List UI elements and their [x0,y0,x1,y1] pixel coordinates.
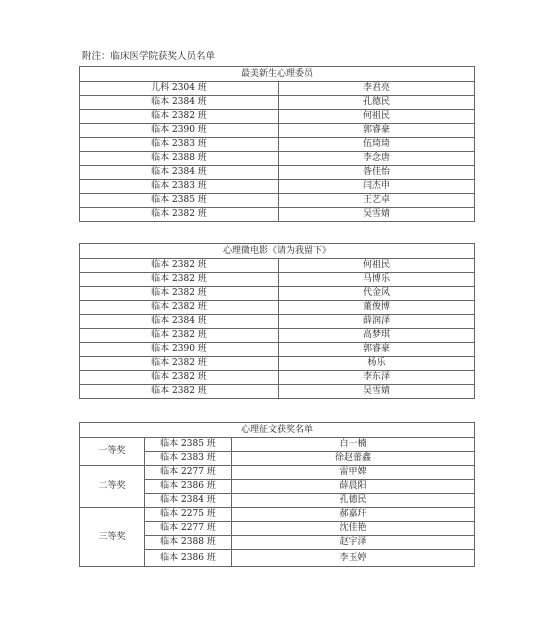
name-cell: 吴雪婧 [279,385,475,399]
name-cell: 雷甲婢 [232,466,475,480]
class-cell: 临本 2382 班 [80,287,279,301]
class-cell: 临本 2384 班 [80,315,279,329]
name-cell: 李君亮 [279,82,475,96]
name-cell: 李玉婷 [232,550,475,567]
table-row [80,508,475,522]
name-cell: 董俊博 [279,301,475,315]
table-row [80,152,475,166]
table-row [80,329,475,343]
table-title: 心理征文获奖名单 [80,423,475,438]
name-cell: 马博乐 [279,273,475,287]
class-cell: 临本 2382 班 [80,208,279,222]
class-cell: 临本 2386 班 [145,480,232,494]
name-cell: 王艺卓 [279,194,475,208]
name-cell: 李东泽 [279,371,475,385]
table-row [80,287,475,301]
prize-first: 一等奖 [80,438,145,466]
table-row [80,208,475,222]
table-title: 心理微电影《请为我留下》 [80,244,475,259]
class-cell: 临本 2275 班 [145,508,232,522]
table-row [80,466,475,480]
name-cell: 杨乐 [279,357,475,371]
table-row [80,110,475,124]
prize-third: 三等奖 [80,508,145,567]
name-cell: 赵宇泽 [232,536,475,550]
class-cell: 临本 2277 班 [145,522,232,536]
class-cell: 临本 2382 班 [80,110,279,124]
class-cell: 临本 2382 班 [80,301,279,315]
name-cell: 郭睿豪 [279,343,475,357]
class-cell: 临本 2383 班 [80,180,279,194]
table-row [80,273,475,287]
class-cell: 临本 2382 班 [80,273,279,287]
class-cell: 临本 2277 班 [145,466,232,480]
name-cell: 徐赵蕾鑫 [232,452,475,466]
table-row [80,343,475,357]
table-row [80,166,475,180]
class-cell: 临本 2388 班 [80,152,279,166]
class-cell: 临本 2384 班 [145,494,232,508]
name-cell: 伍琦琦 [279,138,475,152]
name-cell: 闫杰申 [279,180,475,194]
name-cell: 孔德民 [232,494,475,508]
table-row [80,357,475,371]
name-cell: 孔德民 [279,96,475,110]
class-cell: 临本 2390 班 [80,124,279,138]
attachment-note: 附注：临床医学院获奖人员名单 [82,51,216,62]
class-cell: 临本 2390 班 [80,343,279,357]
name-cell: 何祖民 [279,110,475,124]
table-row [80,194,475,208]
new-student-committee-table [79,66,475,222]
table-row [80,180,475,194]
class-cell: 临本 2382 班 [80,259,279,273]
prize-second: 二等奖 [80,466,145,508]
table-row [80,82,475,96]
name-cell: 吴雪婧 [279,208,475,222]
name-cell: 何祖民 [279,259,475,273]
class-cell: 临本 2382 班 [80,371,279,385]
class-cell: 临本 2386 班 [145,550,232,567]
class-cell: 临本 2383 班 [145,452,232,466]
class-cell: 临本 2383 班 [80,138,279,152]
name-cell: 薛晨阳 [232,480,475,494]
name-cell: 郝嘉玕 [232,508,475,522]
table-row [80,301,475,315]
name-cell: 昝佳怡 [279,166,475,180]
class-cell: 临本 2385 班 [80,194,279,208]
table-row [80,438,475,452]
table-row [80,315,475,329]
name-cell: 薛润泽 [279,315,475,329]
table-title: 最美新生心理委员 [80,67,475,82]
name-cell: 白一楠 [232,438,475,452]
table-row [80,385,475,399]
essay-award-table [79,422,475,567]
class-cell: 临本 2388 班 [145,536,232,550]
class-cell: 临本 2385 班 [145,438,232,452]
table-row [80,259,475,273]
class-cell: 临本 2384 班 [80,96,279,110]
table-row [80,96,475,110]
micro-film-table [79,243,475,399]
table-row [80,124,475,138]
class-cell: 临本 2382 班 [80,357,279,371]
class-cell: 临本 2384 班 [80,166,279,180]
name-cell: 沈佳艳 [232,522,475,536]
table-row [80,371,475,385]
name-cell: 郭睿豪 [279,124,475,138]
class-cell: 儿科 2304 班 [80,82,279,96]
name-cell: 李念唐 [279,152,475,166]
class-cell: 临本 2382 班 [80,329,279,343]
table-row [80,138,475,152]
name-cell: 代金风 [279,287,475,301]
name-cell: 高梦琪 [279,329,475,343]
class-cell: 临本 2382 班 [80,385,279,399]
